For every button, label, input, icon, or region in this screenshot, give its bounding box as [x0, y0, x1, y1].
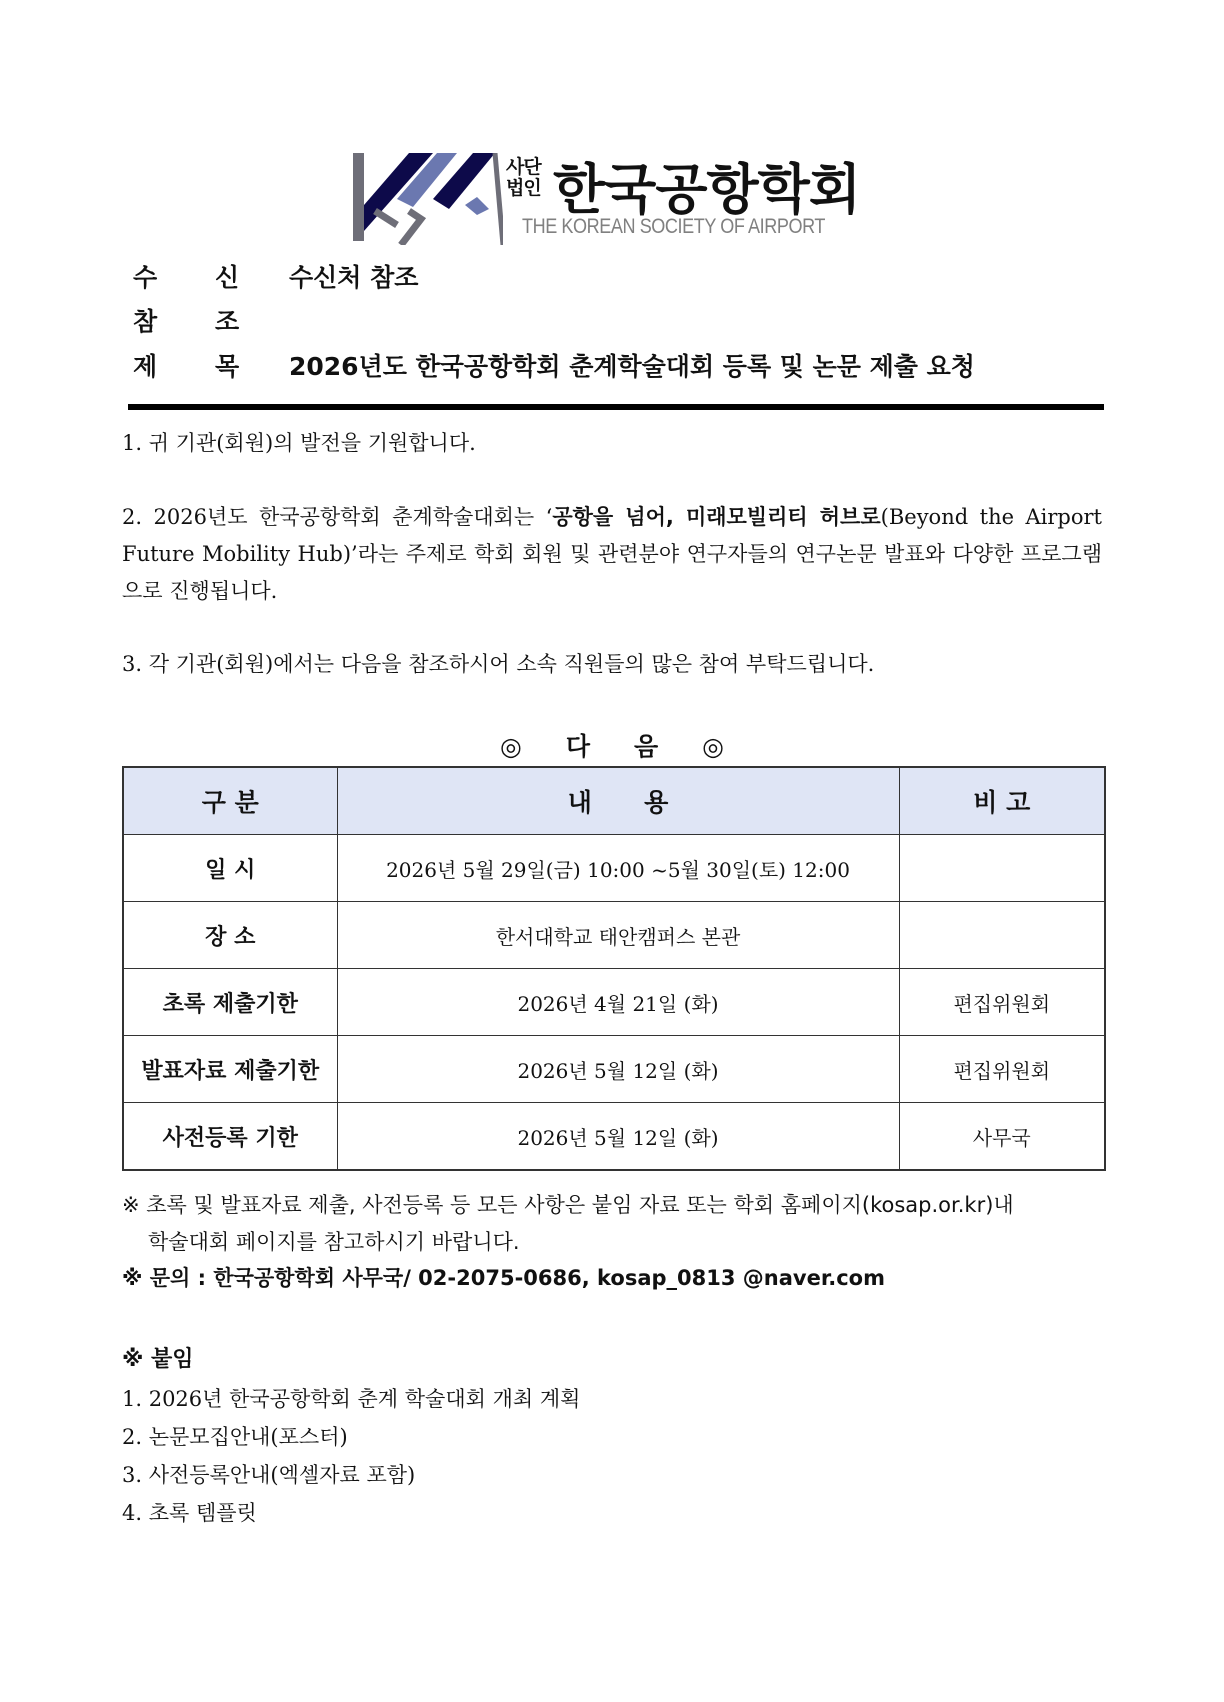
recipient-value: 수신처 참조	[289, 263, 419, 292]
society-logo	[353, 153, 875, 245]
row-note: 편집위원회	[899, 969, 1105, 1036]
row-content: 한서대학교 태안캠퍼스 본관	[337, 902, 899, 969]
row-content: 2026년 5월 12일 (화)	[337, 1036, 899, 1103]
contact-info: ※ 문의 : 한국공항학회 사무국/ 02-2075-0686, kosap_0813 @naver.com	[122, 1266, 885, 1290]
body-item-2: 2. 2026년도 한국공항학회 춘계학술대회는 ‘공항을 넘어, 미래모빌리티 허브로(Beyond the Airport Future Mobility Hub)’라는 주제로 학회 회원 및 관련분야 연구자들의 연구논문 발표와 다양한 프로그램으로 진행됩니다.	[122, 505, 1102, 603]
attachment-item: 1. 2026년 한국공항학회 춘계 학술대회 개최 계획	[122, 1387, 581, 1411]
table-header-row	[123, 767, 1105, 835]
attachment-item: 2. 논문모집안내(포스터)	[122, 1425, 348, 1449]
row-content: 2026년 5월 12일 (화)	[337, 1103, 899, 1171]
column-header-content: 내 용	[337, 767, 899, 835]
header-divider	[128, 404, 1104, 410]
double-circle-icon: ◎	[500, 732, 522, 761]
logo-name-korean: 한국공항학회	[553, 158, 860, 221]
event-info-table	[122, 766, 1106, 1171]
table-row	[123, 1103, 1105, 1171]
row-category: 장 소	[123, 902, 337, 969]
body-item-1: 1. 귀 기관(회원)의 발전을 기원합니다.	[122, 431, 476, 455]
table-row	[123, 902, 1105, 969]
attachments-list	[122, 1380, 580, 1532]
body-item-3: 3. 각 기관(회원)에서는 다음을 참조하시어 소속 직원들의 많은 참여 부탁드립니다.	[122, 652, 875, 676]
conference-theme: 공항을 넘어, 미래모빌리티 허브로	[552, 505, 881, 529]
row-category: 사전등록 기한	[123, 1103, 337, 1171]
next-heading: ◎ 다 음 ◎	[500, 732, 724, 761]
row-note	[899, 902, 1105, 969]
row-category: 일 시	[123, 835, 337, 902]
row-note: 편집위원회	[899, 1036, 1105, 1103]
attachments-heading: ※ 붙임	[122, 1347, 194, 1372]
row-note	[899, 835, 1105, 902]
table-row	[123, 969, 1105, 1036]
double-circle-icon: ◎	[702, 732, 724, 761]
table-row	[123, 835, 1105, 902]
table-row	[123, 1036, 1105, 1103]
logo-corporate-label: 사단 법인	[506, 156, 541, 199]
row-content: 2026년 4월 21일 (화)	[337, 969, 899, 1036]
row-category: 초록 제출기한	[123, 969, 337, 1036]
column-header-category: 구 분	[123, 767, 337, 835]
row-category: 발표자료 제출기한	[123, 1036, 337, 1103]
ksa-emblem-icon	[353, 153, 503, 245]
attachment-item: 3. 사전등록안내(엑셀자료 포함)	[122, 1463, 416, 1487]
row-content: 2026년 5월 29일(금) 10:00 ~5월 30일(토) 12:00	[337, 835, 899, 902]
logo-name-english: THE KOREAN SOCIETY OF AIRPORT	[522, 215, 825, 238]
attachment-item: 4. 초록 템플릿	[122, 1501, 257, 1525]
column-header-note: 비 고	[899, 767, 1105, 835]
row-note: 사무국	[899, 1103, 1105, 1171]
reference-note: ※ 초록 및 발표자료 제출, 사전등록 등 모든 사항은 붙임 자료 또는 학회 홈페이지(kosap.or.kr)내 학술대회 페이지를 참고하시기 바랍니다.	[122, 1193, 1014, 1254]
subject-value: 2026년도 한국공항학회 춘계학술대회 등록 및 논문 제출 요청	[289, 352, 975, 381]
